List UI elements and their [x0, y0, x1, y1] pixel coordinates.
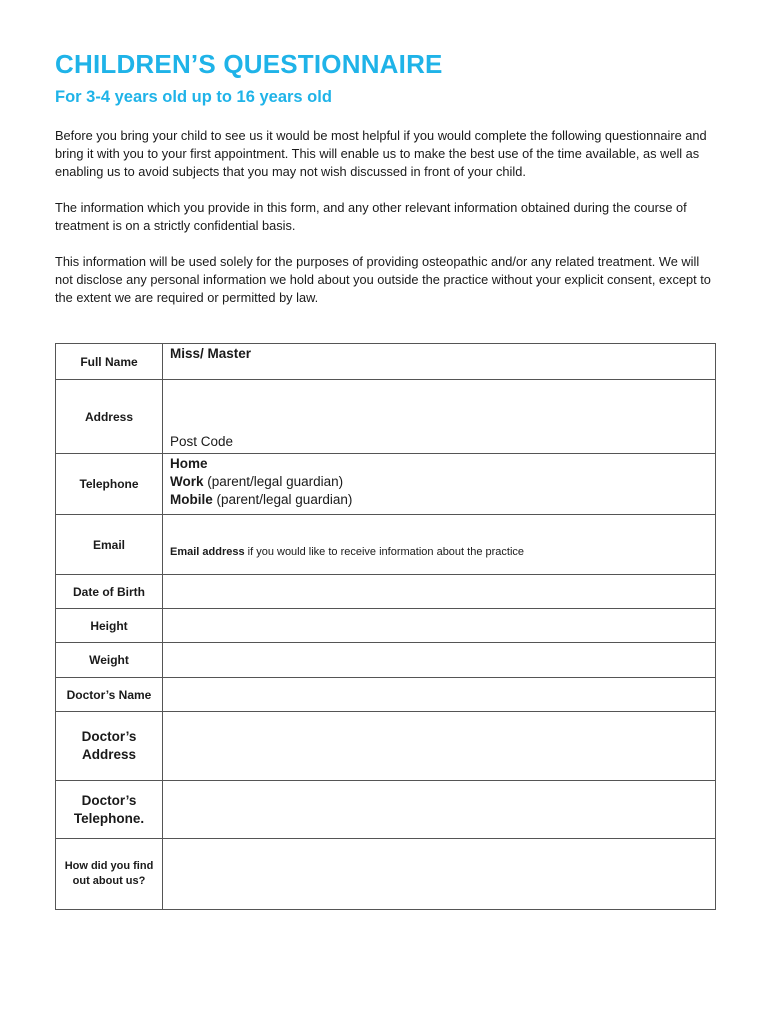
- work-phone-label: Work: [170, 474, 204, 489]
- row-doctor-name: [56, 678, 716, 712]
- email-hint-bold: Email address: [170, 546, 245, 558]
- mobile-phone-label: Mobile: [170, 492, 213, 507]
- page-title: CHILDREN’S QUESTIONNAIRE: [55, 49, 443, 79]
- doctor-phone-label-line-1: Doctor’s: [81, 792, 137, 808]
- doctor-phone-label: [56, 781, 163, 839]
- mobile-phone-note: (parent/legal guardian): [212, 492, 353, 507]
- row-referral: [56, 839, 716, 910]
- doctor-address-field[interactable]: [163, 712, 716, 781]
- referral-label-line-2: out about us?: [72, 875, 146, 887]
- doctor-phone-label-line-2: Telephone.: [73, 810, 145, 826]
- telephone-label: Telephone: [56, 454, 163, 515]
- address-field[interactable]: [163, 380, 716, 454]
- dob-label: Date of Birth: [56, 575, 163, 609]
- address-label: Address: [56, 380, 163, 454]
- telephone-field[interactable]: [163, 454, 716, 515]
- row-weight: [56, 643, 716, 678]
- doctor-phone-field[interactable]: [163, 781, 716, 839]
- intro-paragraph-1: Before you bring your child to see us it would be most helpful if you would complete the following questionnaire and bring it with you to your first appointment. This will enable us to make the best use of the time available, as well as enabling us to avoid subjects that you may not wish discussed in front of your child.: [55, 128, 707, 179]
- email-hint-text: if you would like to receive information about the practice: [244, 546, 525, 558]
- postcode-label: Post Code: [170, 434, 234, 449]
- row-full-name: [56, 344, 716, 380]
- email-hint: [170, 546, 524, 558]
- mobile-phone-line: [170, 491, 715, 509]
- doctor-address-label-line-1: Doctor’s: [81, 729, 137, 744]
- referral-label-line-1: How did you find: [64, 860, 154, 872]
- intro-paragraph-2: The information which you provide in this form, and any other relevant information obtained during the course of treatment is on a strictly confidential basis.: [55, 200, 687, 233]
- weight-field[interactable]: [163, 643, 716, 678]
- work-phone-line: [170, 473, 715, 491]
- email-label: Email: [56, 515, 163, 575]
- doctor-address-label: [56, 712, 163, 781]
- weight-label: Weight: [56, 643, 163, 678]
- work-phone-note: (parent/legal guardian): [203, 474, 344, 489]
- row-doctor-address: [56, 712, 716, 781]
- doctor-name-field[interactable]: [163, 678, 716, 712]
- full-name-field[interactable]: [163, 344, 716, 380]
- questionnaire-form-table: [55, 343, 716, 910]
- row-address: [56, 380, 716, 454]
- dob-field[interactable]: [163, 575, 716, 609]
- height-field[interactable]: [163, 609, 716, 643]
- row-email: [56, 515, 716, 575]
- home-phone-label: Home: [170, 456, 208, 471]
- row-height: [56, 609, 716, 643]
- doctor-name-label: Doctor’s Name: [56, 678, 163, 712]
- row-doctor-phone: [56, 781, 716, 839]
- intro-paragraph-3: This information will be used solely for the purposes of providing osteopathic and/or any related treatment. We will not disclose any personal information we hold about you outside the practice without your explicit consent, except to the extent we are required or permitted by law.: [55, 254, 711, 305]
- full-name-label: Full Name: [56, 344, 163, 380]
- intro-text: [55, 127, 720, 325]
- referral-label: [56, 839, 163, 910]
- row-telephone: [56, 454, 716, 515]
- height-label: Height: [56, 609, 163, 643]
- email-field[interactable]: [163, 515, 716, 575]
- page-subtitle: For 3-4 years old up to 16 years old: [55, 88, 332, 106]
- row-dob: [56, 575, 716, 609]
- full-name-prefix: Miss/ Master: [170, 346, 252, 361]
- referral-field[interactable]: [163, 839, 716, 910]
- doctor-address-label-line-2: Address: [81, 747, 137, 762]
